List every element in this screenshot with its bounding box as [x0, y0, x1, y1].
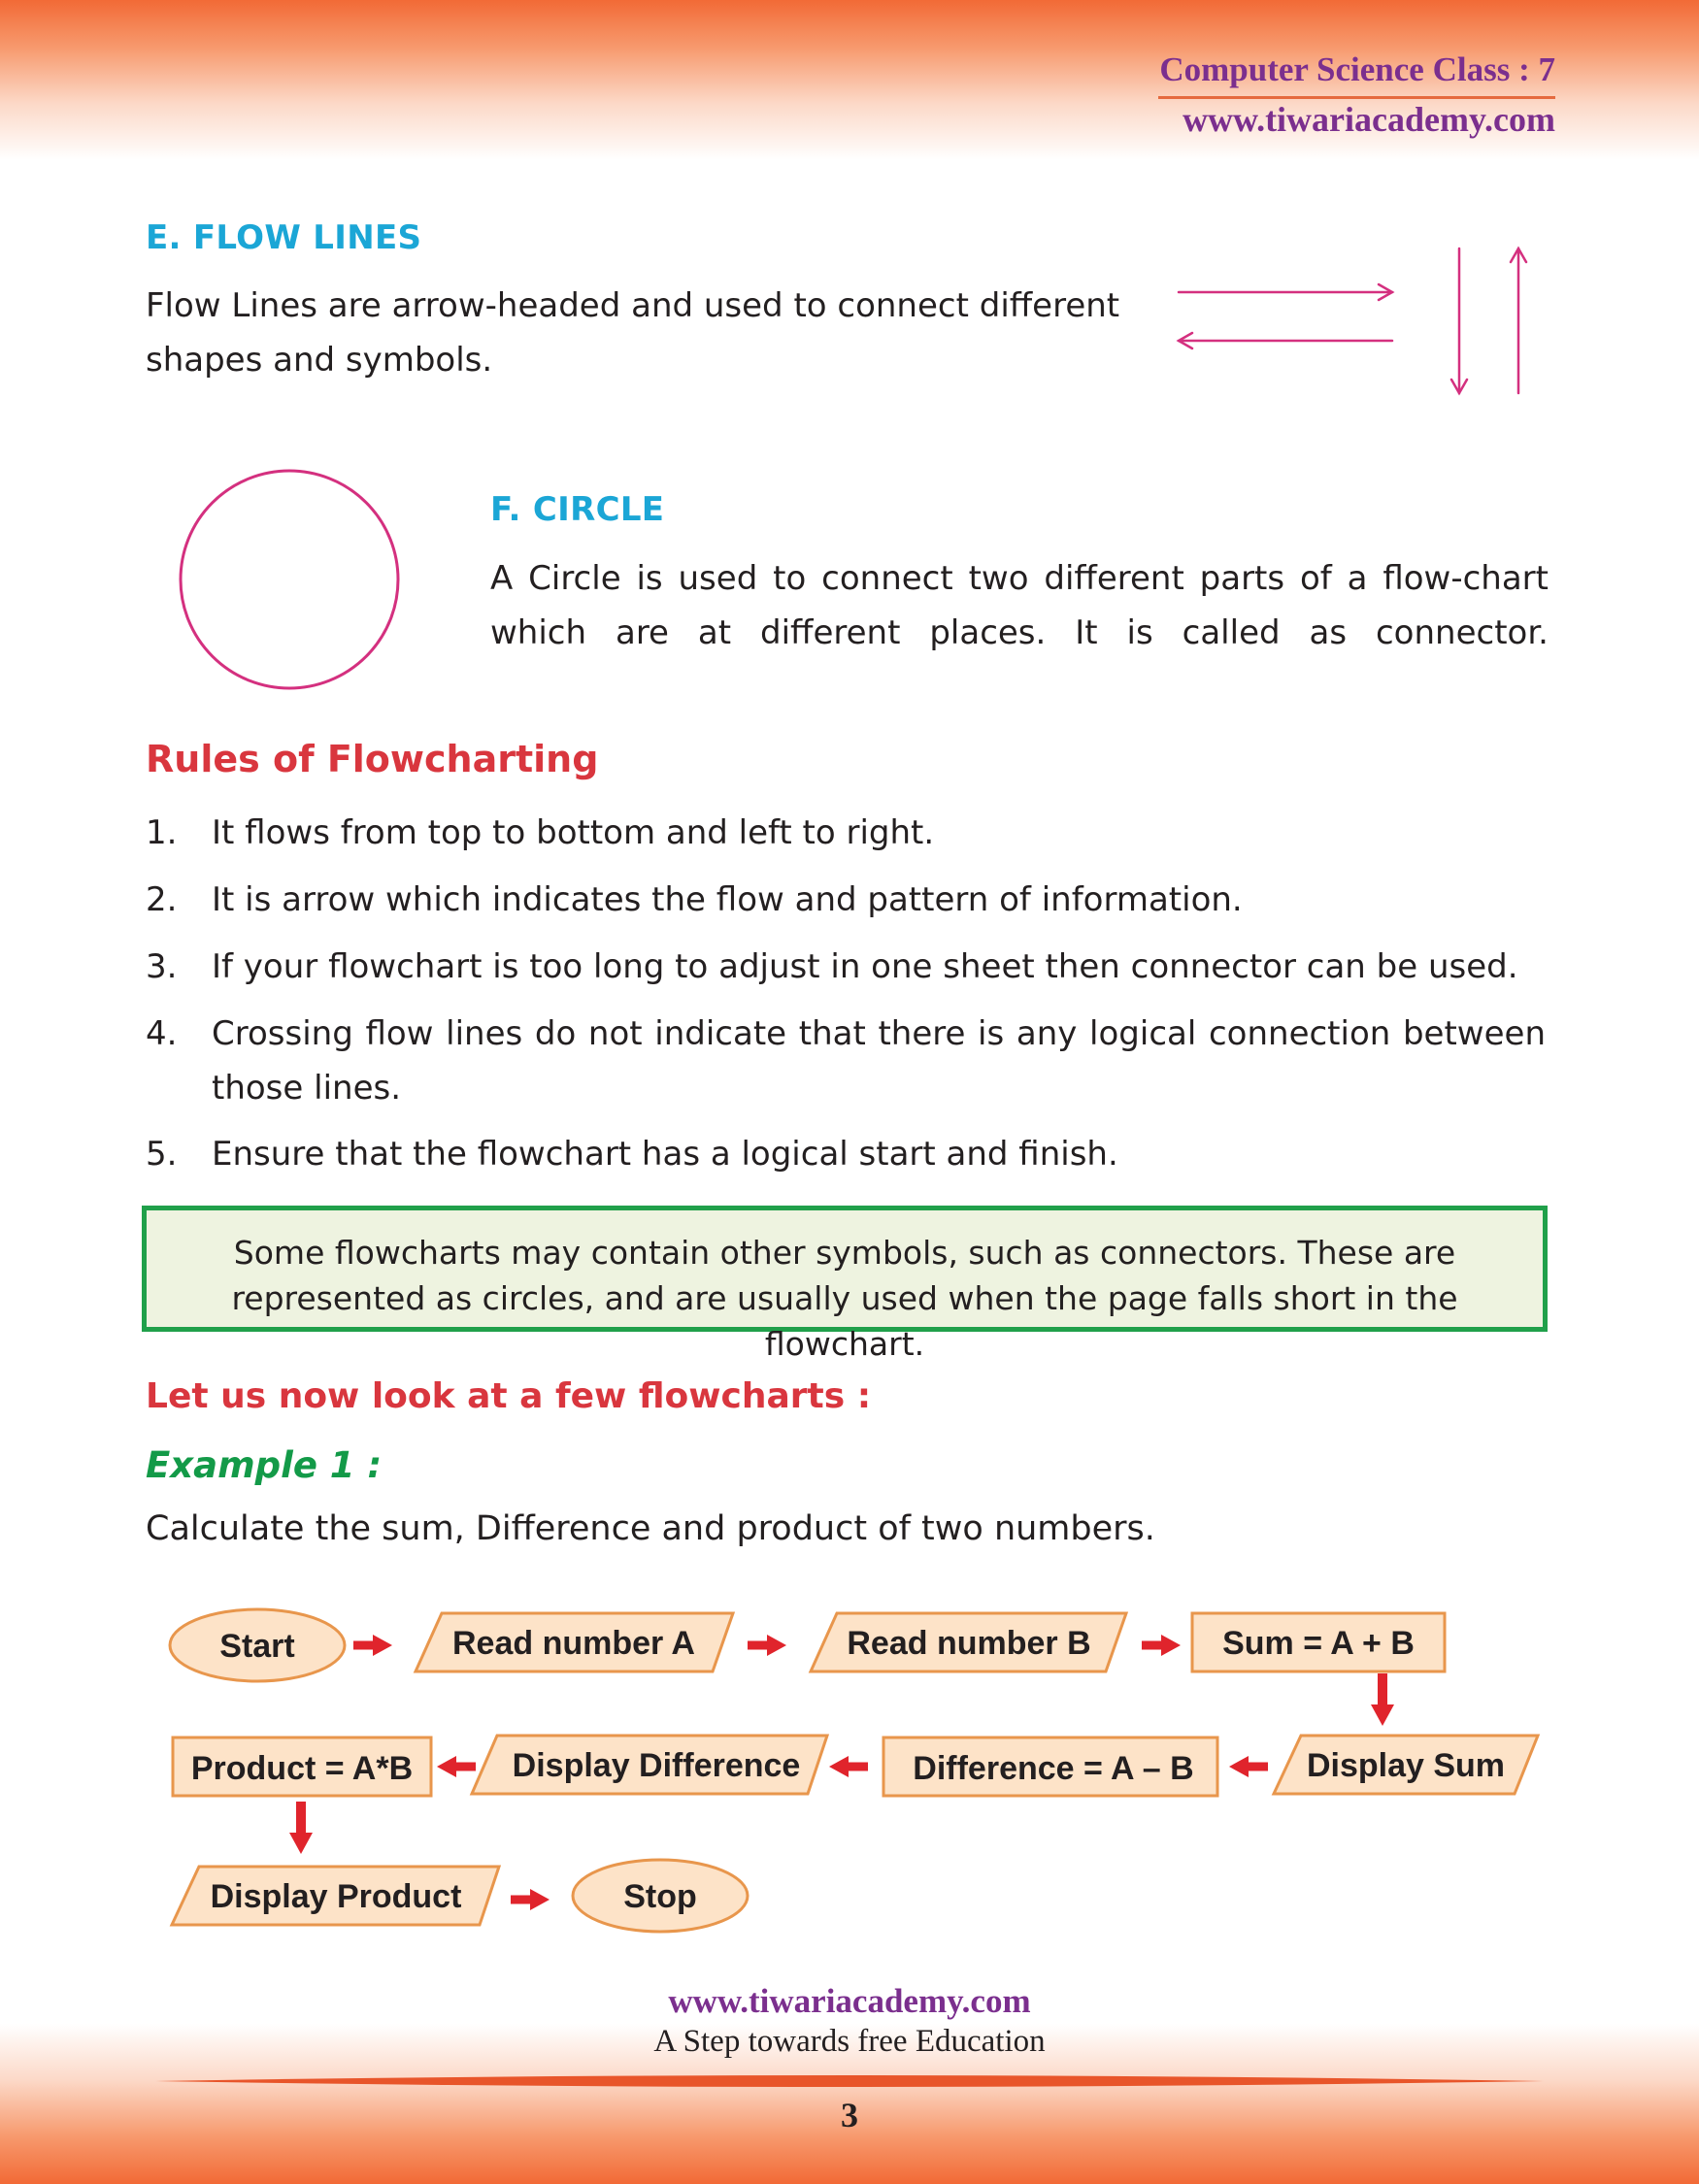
- rule-item: [146, 1007, 1546, 1115]
- arrow-right-icon: [1142, 1635, 1181, 1656]
- flow-lines-symbol: [1165, 243, 1534, 408]
- section-e-text: Flow Lines are arrow-headed and used to connect different shapes and symbols.: [146, 286, 1120, 380]
- rule-text: It is arrow which indicates the flow and pattern of information.: [212, 880, 1243, 919]
- rule-number: 2.: [146, 880, 178, 919]
- example-flowchart: [0, 1582, 1699, 1951]
- rule-number: 1.: [146, 813, 178, 852]
- footer-divider: [155, 2073, 1544, 2089]
- read-b-label: Read number B: [847, 1625, 1091, 1662]
- display-sum-label: Display Sum: [1306, 1747, 1506, 1784]
- connector-circle-icon: [175, 468, 404, 697]
- display-product-label: Display Product: [210, 1878, 462, 1915]
- sum-label: Sum = A + B: [1222, 1625, 1415, 1662]
- page-number: 3: [841, 2096, 858, 2134]
- example-task: Calculate the sum, Difference and product of two numbers.: [146, 1509, 1155, 1548]
- rule-text: Ensure that the flowchart has a logical start and finish.: [212, 1135, 1118, 1174]
- read-a-label: Read number A: [451, 1625, 696, 1662]
- arrow-left-icon: [437, 1756, 476, 1777]
- display-difference-label: Display Difference: [512, 1747, 801, 1784]
- arrow-down-icon: [1451, 248, 1467, 393]
- arrow-down-icon: [289, 1802, 313, 1854]
- arrow-right-icon: [1179, 284, 1392, 300]
- start-label: Start: [219, 1628, 295, 1665]
- arrow-right-icon: [353, 1635, 392, 1656]
- arrow-up-icon: [1511, 248, 1526, 393]
- arrow-left-icon: [1179, 333, 1392, 348]
- rule-number: 3.: [146, 947, 178, 986]
- section-f-heading: F. CIRCLE: [490, 490, 665, 529]
- stop-label: Stop: [623, 1878, 697, 1915]
- arrow-down-icon: [1371, 1673, 1394, 1726]
- arrow-left-icon: [1229, 1756, 1268, 1777]
- flowcharts-intro: Let us now look at a few flowcharts :: [146, 1376, 872, 1416]
- section-f-text: A Circle is used to connect two different parts of a flow-chart which are at different places. It is called as connector.: [490, 559, 1549, 652]
- note-box: [142, 1206, 1548, 1363]
- rule-text: If your flowchart is too long to adjust in one sheet then connector can be used.: [212, 947, 1518, 986]
- arrow-left-icon: [829, 1756, 868, 1777]
- rule-item: [146, 873, 1546, 927]
- example-label: Example 1 :: [146, 1444, 383, 1486]
- footer-website-link[interactable]: www.tiwariacademy.com: [668, 1982, 1031, 2020]
- rule-text: Crossing flow lines do not indicate that there is any logical connection between those lines.: [212, 1014, 1546, 1108]
- rule-number: 4.: [146, 1014, 178, 1053]
- difference-label: Difference = A – B: [913, 1750, 1194, 1787]
- rules-heading: Rules of Flowcharting: [146, 738, 599, 780]
- class-title: Computer Science Class : 7: [1159, 50, 1555, 88]
- product-label: Product = A*B: [190, 1750, 414, 1787]
- rule-item: [146, 1127, 1546, 1181]
- rule-item: [146, 806, 1546, 860]
- rule-number: 5.: [146, 1135, 178, 1174]
- footer-tagline: A Step towards free Education: [653, 2024, 1046, 2059]
- note-text: Some flowcharts may contain other symbols, such as connectors. These are represented as circles, and are usually used when the page falls short in the flowchart.: [231, 1234, 1458, 1363]
- header-website-link[interactable]: www.tiwariacademy.com: [1183, 100, 1555, 139]
- rule-item: [146, 940, 1546, 994]
- section-e-heading: E. FLOW LINES: [146, 218, 422, 257]
- rule-text: It flows from top to bottom and left to right.: [212, 813, 935, 852]
- arrow-right-icon: [511, 1889, 550, 1910]
- arrow-right-icon: [748, 1635, 786, 1656]
